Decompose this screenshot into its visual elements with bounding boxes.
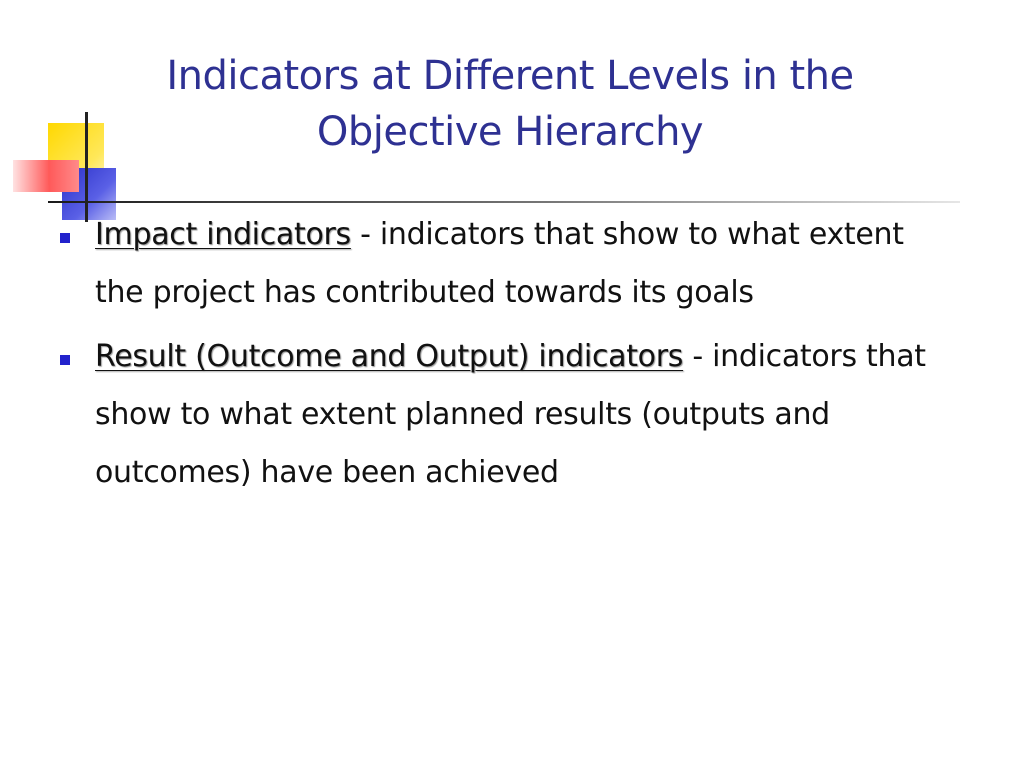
bullet-text: - indicators that show to what extent the project has contributed towards its goals <box>95 217 904 310</box>
title-divider <box>48 201 960 203</box>
bullet-term: Result (Outcome and Output) indicators <box>95 339 684 374</box>
bullet-impact-indicators <box>56 206 956 322</box>
bullet-square-icon <box>60 355 70 365</box>
title-line-2: Objective Hierarchy <box>316 109 704 155</box>
slide-title <box>60 48 960 160</box>
bullet-result-indicators <box>56 328 956 502</box>
red-bar <box>13 160 79 192</box>
bullet-square-icon <box>60 233 70 243</box>
bullet-term: Impact indicators <box>95 217 351 252</box>
title-line-1: Indicators at Different Levels in the <box>166 53 854 99</box>
bullet-text: - indicators that show to what extent planned results (outputs and outcomes) have been achieved <box>95 339 926 490</box>
bullet-list <box>56 206 956 502</box>
